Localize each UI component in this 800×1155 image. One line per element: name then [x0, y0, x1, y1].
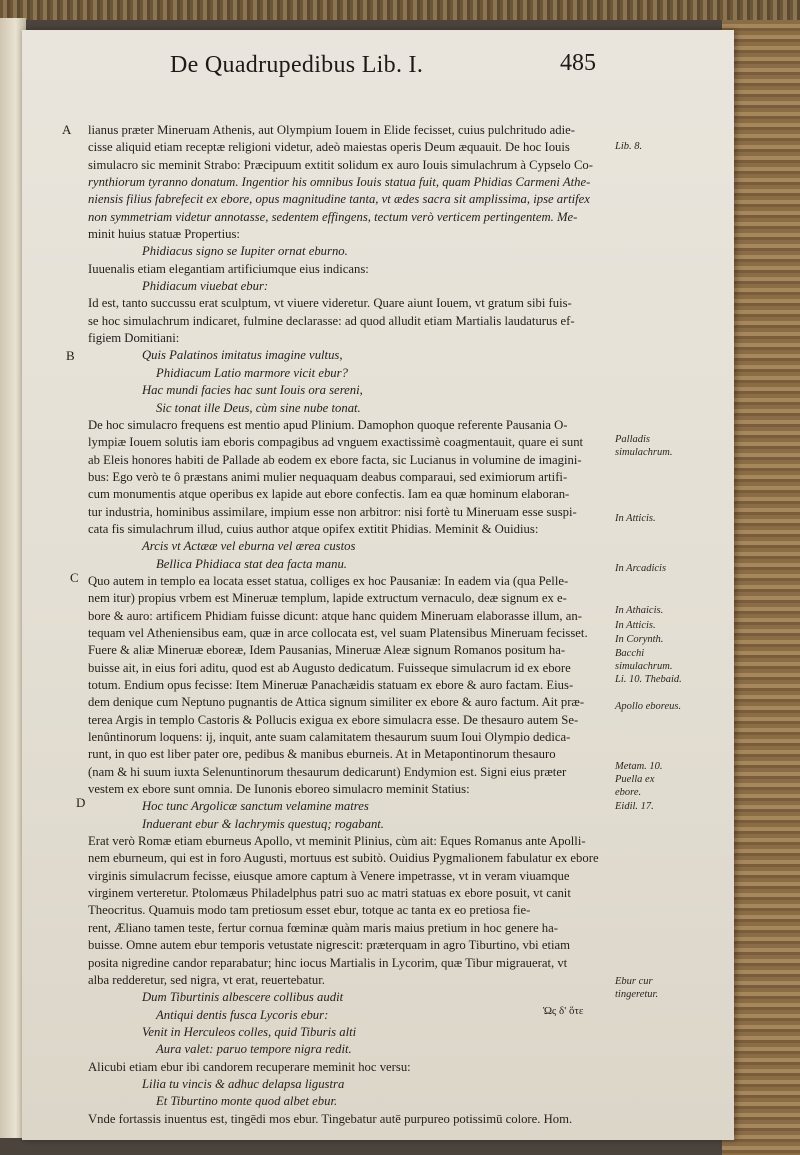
text-line: simulacro sic meminit Strabo: Præcipuum extitit solidum ex auro Iouis simulachrum à Cypselo Co-	[88, 157, 593, 172]
text-line: nem itur) propius vrbem est Mineruæ templum, lapide extructum vernaculo, deæ signum ex e-	[88, 591, 567, 606]
text-line: posita nigredine candor reparabatur; hinc iocus Martialis in Lycorim, quæ Tibur migrauerat, vt	[88, 955, 568, 970]
text-line: rent, Æliano tamen teste, fertur cornua fœminæ quàm maris maius pretium in hoc genere ha-	[88, 920, 558, 935]
text-line: Sic tonat ille Deus, cùm sine nube tonat.	[156, 400, 361, 415]
text-line: nem eburneum, qui est in foro Augusti, mortuus est subitò. Ouidius Pygmalionem fabulatur ex ebore	[88, 851, 599, 866]
catchword: Ὡς δ' ὅτε	[543, 1005, 584, 1017]
margin-note: Palladis simulachrum.	[615, 434, 673, 458]
text-line: cum monumentis atque operibus ex lapide aut ebore confectis. Iam ea quæ hominum elaboran-	[88, 487, 570, 502]
text-line: virginis simulacrum fecisse, eiusque amore captum à Venere impetrasse, vt in veram viuamque	[88, 868, 570, 883]
text-line: Alicubi etiam ebur ibi candorem recuperare meminit hoc versu:	[88, 1059, 411, 1074]
text-line: Quo autem in templo ea locata esset statua, colliges ex hoc Pausaniæ: In eadem via (qua Pelle-	[88, 573, 569, 588]
section-letter-d: D	[76, 795, 86, 810]
text-line: Phidiacum Latio marmore vicit ebur?	[156, 365, 348, 380]
text-line: Dum Tiburtinis albescere collibus audit	[142, 990, 344, 1005]
margin-note: In Arcadicis	[615, 563, 667, 574]
text-line: buisse. Omne autem ebur temporis vetustate nigrescit: præterquam in agro Tiburtino, vbi etiam	[88, 938, 571, 953]
margin-note: In Atticis.	[615, 513, 656, 524]
margin-note: Lib. 8.	[615, 141, 643, 152]
page-number: 485	[560, 50, 596, 76]
text-line: Antiqui dentis fusca Lycoris ebur:	[156, 1007, 329, 1022]
margin-note: In Atticis.	[615, 620, 656, 631]
text-line: Fuere & aliæ Mineruæ eboreæ, Idem Pausanias, Mineruæ Aleæ signum Romanos positum ha-	[88, 643, 566, 658]
text-line: Phidiacus signo se Iupiter ornat eburno.	[142, 244, 348, 259]
margin-note: Li. 10. Thebaid.	[615, 674, 682, 685]
text-line: Iuuenalis etiam elegantiam artificiumque eius indicans:	[88, 261, 369, 276]
book-binding	[0, 0, 800, 20]
text-line: Erat verò Romæ etiam eburneus Apollo, vt meminit Plinius, cùm ait: Eques Romanus ante Apolli-	[88, 834, 586, 849]
margin-note: Apollo eboreus.	[615, 701, 682, 712]
text-line: se hoc simulachrum indicaret, fulmine declarasse: ad quod alludit etiam Martialis laudaturus ef-	[88, 313, 575, 328]
text-line: Et Tiburtino monte quod albet ebur.	[156, 1094, 338, 1109]
text-line: Hoc tunc Argolicæ sanctum velamine matres	[142, 799, 369, 814]
text-line: cata fis simulachrum illud, cuius author atque opifex extitit Phidias. Meminit & Ouidius:	[88, 521, 539, 536]
margin-note: Metam. 10.	[615, 761, 663, 772]
text-line: tur industria, hominibus assimilare, impium esse non arbitror: nisi fortè tu Mineruam esse suspi-	[88, 504, 577, 519]
margin-note: Ebur cur tingeretur.	[615, 976, 659, 1000]
text-line: virginem verteretur. Ptolomæus Philadelphus patri suo ac matri statuas ex ebore posuit, vt canit	[88, 886, 571, 901]
text-line: minit huius statuæ Propertius:	[88, 227, 240, 242]
text-line: (nam & hi suum iuxta Selenuntinorum thesaurum dedicarunt) Endymion est. Signi eius præter	[88, 764, 567, 779]
text-line: Vnde fortassis inuentus est, tingēdi mos ebur. Tingebatur autē purpureo potissimū colore. Hom.	[88, 1111, 573, 1126]
text-line: totum. Endium opus fecisse: Item Mineruæ Panachæidis statuam ex ebore & auro factam. Eius-	[88, 678, 574, 692]
text-line: runt, in quo est liber pater ore, pedibus & manibus eburneis. At in Metapontinorum thesauro	[88, 747, 556, 762]
text-line: Arcis vt Actææ vel eburna vel ærea custos	[142, 539, 356, 554]
text-line: bus: Ego verò te ô præstans animi mulier nequaquam deabus comparaui, sed eximiorum artifi-	[88, 469, 568, 484]
text-line: lympiæ Iouem solutis iam eboris compagibus ad vnguem exactissimè coagmentauit, quare ei sunt	[88, 435, 584, 450]
body-text	[88, 122, 618, 1128]
margin-note: In Athaicis.	[615, 605, 664, 616]
text-line: cisse aliquid etiam receptæ religioni videtur, adeò maiestas operis Deum æquauit. De hoc Iouis	[88, 140, 570, 155]
text-line: figiem Domitiani:	[88, 331, 180, 346]
text-line: Quis Palatinos imitatus imagine vultus,	[142, 348, 343, 363]
section-letter-b: B	[66, 348, 75, 363]
text-line: non symmetriam videtur annotasse, sedentem effingens, tectum verò verticem pertingentem. Me-	[88, 209, 578, 224]
text-line: Id est, tanto succussu erat sculptum, vt viuere videretur. Quare aiunt Iouem, vt gratum sibi fuis-	[88, 296, 572, 311]
text-line: Lilia tu vincis & adhuc delapsa ligustra	[142, 1076, 345, 1091]
text-line: dem denique cum Neptuno pugnantis de Attica signum similiter ex ebore & auro factum. Ait præ-	[88, 695, 585, 710]
margin-note: In Corynth.	[615, 634, 664, 645]
text-line: Venit in Herculeos colles, quid Tiburis alti	[142, 1024, 357, 1039]
section-letter-a: A	[62, 122, 72, 137]
text-line: buisse ait, in eius fori aditu, quod est ab Augusto dedicatum. Fuisseque simulacrum id ex ebore	[88, 660, 571, 675]
text-line: Aura valet: paruo tempore nigra redit.	[156, 1042, 352, 1057]
text-line: Theocritus. Quamuis modo tam pretiosum esset ebur, totque ac tanta ex eo pretiosa fie-	[88, 903, 531, 918]
text-line: Bellica Phidiaca stat dea facta manu.	[156, 556, 347, 571]
margin-note: Eidil. 17.	[615, 801, 654, 812]
text-line: lenûntinorum loquens: ij, inquit, ante suam calamitatem thesaurum suum Ioui Olympio dedica-	[88, 730, 571, 745]
text-line: De hoc simulacro frequens est mentio apud Plinium. Damophon quoque referente Pausania O-	[88, 417, 568, 432]
text-line: vestem ex ebore sunt omnia. De Iunonis eboreo simulacro meminit Statius:	[88, 782, 470, 797]
text-line: niensis filius fabrefecit ex ebore, opus magnitudine tanta, vt ædes sacra sit amplissima, ipse artifex	[88, 192, 590, 207]
text-line: Induerant ebur & lachrymis questuq; rogabant.	[142, 816, 384, 831]
text-line: terea Argis in templo Castoris & Pollucis exigua ex ebore simulacra esse. De thesauro autem Se-	[88, 712, 579, 727]
text-line: lianus præter Mineruam Athenis, aut Olympium Iouem in Elide fecisset, cuius pulchritudo adie-	[88, 123, 575, 137]
text-line: ab Eleis honores habiti de Pallade ab eodem ex ebore facta, sic Lucianus in volumine de imagini-	[88, 452, 582, 467]
margin-note: Puella ex ebore.	[615, 774, 655, 798]
text-line: tequam vel Atheniensibus eam, quæ in arce collocata est, vel suam Platensibus Mineruam fecisset.	[88, 625, 588, 640]
text-line: bore & auro: artificem Phidiam fuisse dicunt: atque hanc quidem Mineruam elaborasse illum, an-	[88, 608, 582, 623]
text-line: Phidiacum viuebat ebur:	[142, 279, 269, 294]
text-line: Hac mundi facies hac sunt Iouis ora sereni,	[142, 383, 363, 398]
margin-note: Bacchi simulachrum.	[615, 648, 673, 672]
running-head: De Quadrupedibus Lib. I.	[170, 52, 424, 78]
section-letter-c: C	[70, 570, 79, 585]
text-line: alba redderetur, sed nigra, vt erat, reuertebatur.	[88, 972, 325, 987]
text-line: rynthiorum tyranno donatum. Ingentior his omnibus Iouis statua fuit, quam Phidias Carmeni Athe-	[88, 175, 591, 190]
